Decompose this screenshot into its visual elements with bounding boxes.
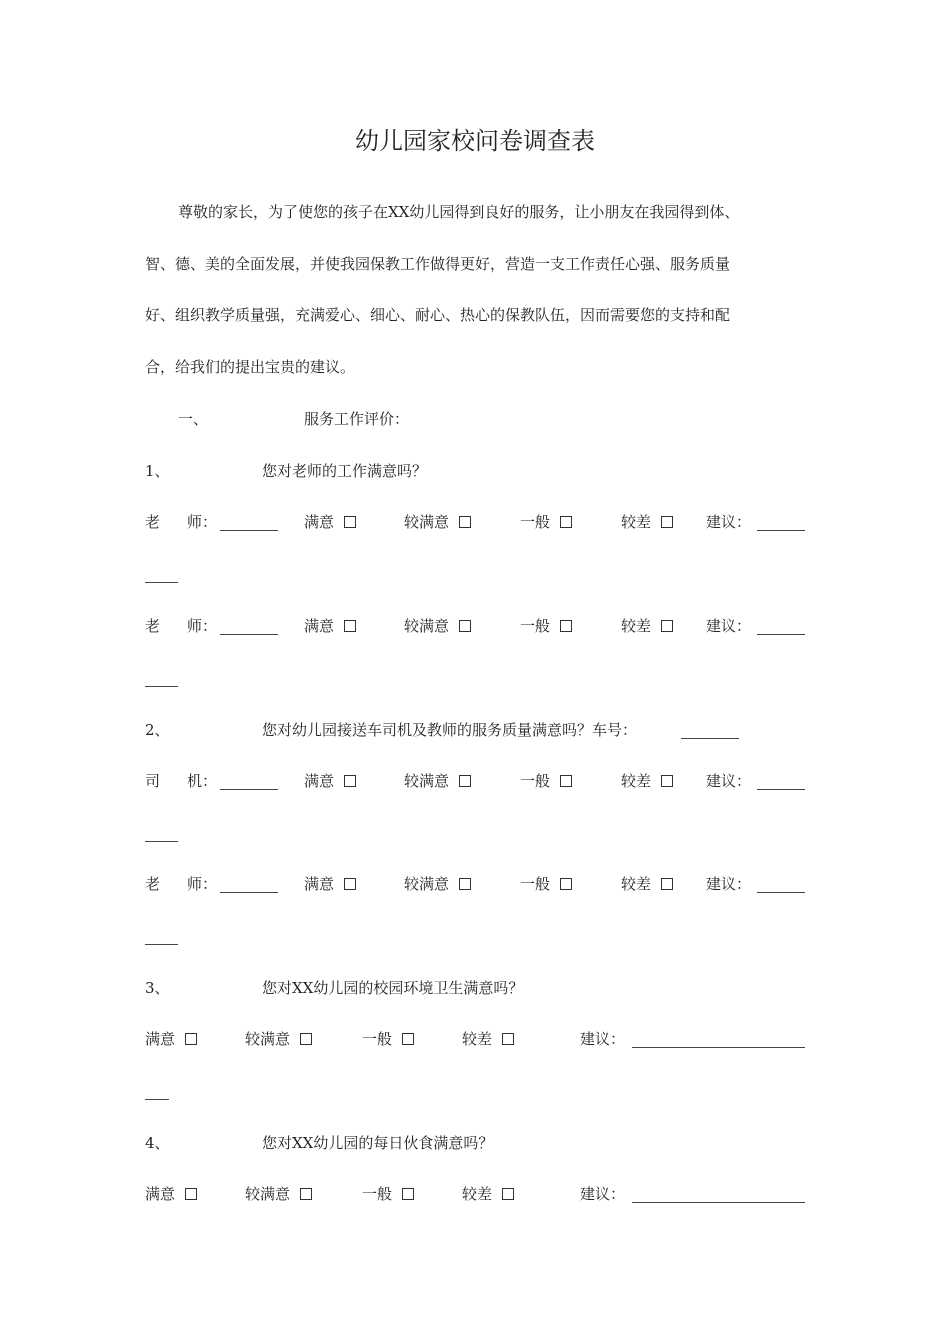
- q1-text: 您对老师的工作满意吗？: [262, 462, 428, 480]
- option-average[interactable]: 一般: [362, 1029, 414, 1049]
- checkbox[interactable]: [560, 878, 572, 890]
- option-satisfied[interactable]: 满意: [304, 874, 356, 894]
- section-heading: 服务工作评价：: [304, 410, 410, 428]
- suggestion-label: 建议：: [580, 1185, 626, 1203]
- row-label-char: 老: [145, 875, 161, 893]
- suggestion-field[interactable]: [632, 1202, 805, 1203]
- option-fairly-satisfied[interactable]: 较满意: [245, 1184, 312, 1204]
- suggestion-field[interactable]: [757, 789, 805, 790]
- row-label-suffix: 师：: [187, 617, 218, 635]
- option-fairly-satisfied[interactable]: 较满意: [404, 616, 471, 636]
- teacher-name-field[interactable]: [220, 892, 278, 893]
- q4-number: 4、: [145, 1134, 170, 1152]
- checkbox[interactable]: [560, 516, 572, 528]
- suggestion-label: 建议：: [706, 513, 752, 531]
- option-poor[interactable]: 较差: [621, 874, 673, 894]
- q2-text: 您对幼儿园接送车司机及教师的服务质量满意吗？车号：: [262, 721, 638, 739]
- row-label-suffix: 机：: [187, 772, 218, 790]
- row-label-char: 老: [145, 513, 161, 531]
- intro-line-3: 好、组织教学质量强，充满爱心、细心、耐心、热心的保教队伍，因而需要您的支持和配: [145, 306, 731, 324]
- suggestion-field-continued[interactable]: [145, 1099, 169, 1100]
- suggestion-field-continued[interactable]: [145, 686, 178, 687]
- q2-number: 2、: [145, 721, 170, 739]
- checkbox[interactable]: [661, 620, 673, 632]
- section-number: 一、: [178, 410, 209, 428]
- checkbox[interactable]: [344, 878, 356, 890]
- q3-number: 3、: [145, 979, 170, 997]
- vehicle-number-field[interactable]: [681, 738, 739, 739]
- row-label-char: 老: [145, 617, 161, 635]
- option-poor[interactable]: 较差: [462, 1184, 514, 1204]
- checkbox[interactable]: [661, 878, 673, 890]
- checkbox[interactable]: [344, 620, 356, 632]
- option-poor[interactable]: 较差: [621, 616, 673, 636]
- row-label-char: 司: [145, 772, 161, 790]
- intro-line-4: 合，给我们的提出宝贵的建议。: [145, 358, 356, 376]
- checkbox[interactable]: [300, 1188, 312, 1200]
- checkbox[interactable]: [459, 516, 471, 528]
- intro-line-2: 智、德、美的全面发展，并使我园保教工作做得更好，营造一支工作责任心强、服务质量: [145, 255, 731, 273]
- checkbox[interactable]: [185, 1033, 197, 1045]
- checkbox[interactable]: [300, 1033, 312, 1045]
- option-satisfied[interactable]: 满意: [145, 1184, 197, 1204]
- suggestion-label: 建议：: [706, 617, 752, 635]
- checkbox[interactable]: [402, 1033, 414, 1045]
- checkbox[interactable]: [502, 1188, 514, 1200]
- checkbox[interactable]: [185, 1188, 197, 1200]
- intro-line-1: 尊敬的家长，为了使您的孩子在XX幼儿园得到良好的服务，让小朋友在我园得到体、: [178, 203, 740, 221]
- option-satisfied[interactable]: 满意: [145, 1029, 197, 1049]
- option-satisfied[interactable]: 满意: [304, 616, 356, 636]
- option-average[interactable]: 一般: [362, 1184, 414, 1204]
- suggestion-field-continued[interactable]: [145, 944, 178, 945]
- checkbox[interactable]: [459, 620, 471, 632]
- suggestion-label: 建议：: [706, 875, 752, 893]
- checkbox[interactable]: [661, 775, 673, 787]
- option-average[interactable]: 一般: [520, 771, 572, 791]
- option-poor[interactable]: 较差: [621, 512, 673, 532]
- row-label-suffix: 师：: [187, 513, 218, 531]
- option-average[interactable]: 一般: [520, 512, 572, 532]
- teacher-name-field[interactable]: [220, 634, 278, 635]
- option-satisfied[interactable]: 满意: [304, 512, 356, 532]
- suggestion-field-continued[interactable]: [145, 582, 178, 583]
- q1-number: 1、: [145, 462, 170, 480]
- suggestion-field[interactable]: [757, 530, 805, 531]
- suggestion-field-continued[interactable]: [145, 841, 178, 842]
- row-label-suffix: 师：: [187, 875, 218, 893]
- suggestion-label: 建议：: [706, 772, 752, 790]
- page-title: 幼儿园家校问卷调查表: [355, 127, 595, 155]
- option-fairly-satisfied[interactable]: 较满意: [245, 1029, 312, 1049]
- checkbox[interactable]: [661, 516, 673, 528]
- checkbox[interactable]: [560, 775, 572, 787]
- checkbox[interactable]: [344, 516, 356, 528]
- checkbox[interactable]: [502, 1033, 514, 1045]
- option-satisfied[interactable]: 满意: [304, 771, 356, 791]
- option-fairly-satisfied[interactable]: 较满意: [404, 771, 471, 791]
- suggestion-field[interactable]: [757, 634, 805, 635]
- q4-text: 您对XX幼儿园的每日伙食满意吗？: [262, 1134, 494, 1152]
- suggestion-field[interactable]: [757, 892, 805, 893]
- option-poor[interactable]: 较差: [462, 1029, 514, 1049]
- checkbox[interactable]: [459, 775, 471, 787]
- checkbox[interactable]: [344, 775, 356, 787]
- suggestion-field[interactable]: [632, 1047, 805, 1048]
- option-average[interactable]: 一般: [520, 874, 572, 894]
- option-poor[interactable]: 较差: [621, 771, 673, 791]
- driver-name-field[interactable]: [220, 789, 278, 790]
- suggestion-label: 建议：: [580, 1030, 626, 1048]
- checkbox[interactable]: [402, 1188, 414, 1200]
- teacher-name-field[interactable]: [220, 530, 278, 531]
- checkbox[interactable]: [459, 878, 471, 890]
- option-average[interactable]: 一般: [520, 616, 572, 636]
- option-fairly-satisfied[interactable]: 较满意: [404, 874, 471, 894]
- q3-text: 您对XX幼儿园的校园环境卫生满意吗？: [262, 979, 524, 997]
- option-fairly-satisfied[interactable]: 较满意: [404, 512, 471, 532]
- checkbox[interactable]: [560, 620, 572, 632]
